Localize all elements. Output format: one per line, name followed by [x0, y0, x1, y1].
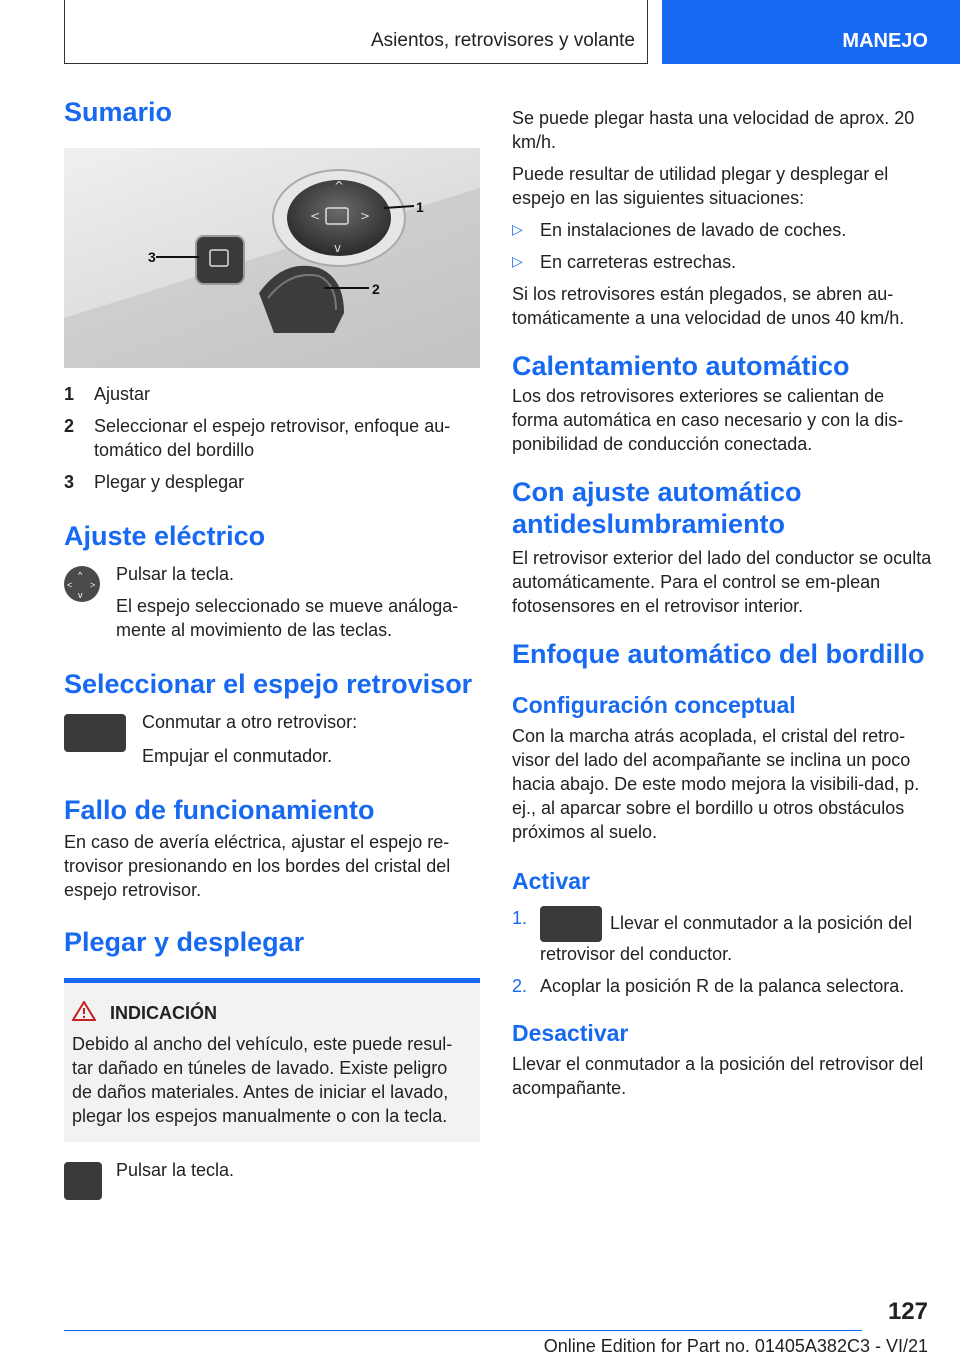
- auto-unfold-note: Si los retrovisores están plegados, se abren au-tomáticamente a una velocidad de unos 40 km/h.: [512, 284, 905, 328]
- seleccionar-heading: Seleccionar el espejo retrovisor: [64, 669, 473, 699]
- ajuste-block: [64, 562, 480, 642]
- antideslumbramiento-heading: Con ajuste automático antideslumbramiento: [512, 477, 802, 539]
- situations-list: [512, 218, 932, 274]
- mirror-selector-switch-icon: [64, 714, 126, 752]
- svg-text:^: ^: [78, 570, 83, 580]
- list-item: [512, 218, 932, 242]
- svg-text:<: <: [310, 209, 321, 223]
- header-chapter-box: [64, 0, 648, 64]
- ajuste-description: El espejo seleccionado se mueve análoga-mente al movimiento de las teclas.: [116, 596, 459, 640]
- warning-text: Debido al ancho del vehículo, este puede resul-tar dañado en túneles de lavado. Existe peligro de daños materiales. Antes de iniciar el lavado, plegar los espejos manualmente o con la tecla.: [72, 1034, 453, 1126]
- edition-note: Online Edition for Part no. 01405A382C3 - VI/21: [543, 1336, 928, 1356]
- callout-1: 1: [416, 199, 424, 215]
- configuracion-text: Con la marcha atrás acoplada, el cristal del retro-visor del lado del acompañante se inclina un poco hacia abajo. De este modo mejora la visibili-dad, p. ej., al aparcar sobre el bordillo u otros obstáculos próximos al suelo.: [512, 726, 920, 842]
- seleccionar-instruction: Conmutar a otro retrovisor:: [142, 712, 358, 732]
- list-item: [512, 906, 932, 966]
- enfoque-heading: Enfoque automático del bordillo: [512, 639, 925, 669]
- antideslumbramiento-text: El retrovisor exterior del lado del conductor se oculta automáticamente. Para el control se em-plean fotosensores en el retrovisor interior.: [512, 548, 932, 616]
- desactivar-heading: Desactivar: [512, 1020, 629, 1046]
- fold-mirror-button-icon: [64, 1162, 102, 1200]
- calentamiento-heading: Calentamiento automático: [512, 351, 850, 381]
- warning-triangle-icon: [72, 1001, 96, 1026]
- legend-number: 2: [64, 416, 75, 436]
- situations-intro: Puede resultar de utilidad plegar y desplegar el espejo en las siguientes situaciones:: [512, 164, 889, 208]
- legend-item: [64, 414, 480, 462]
- seleccionar-action: Empujar el conmutador.: [142, 746, 333, 766]
- footer-divider: [64, 1330, 862, 1331]
- desactivar-text: Llevar el conmutador a la posición del retrovisor del acompañante.: [512, 1054, 924, 1098]
- triangle-bullet-icon: ▷: [512, 253, 523, 269]
- callout-3: 3: [148, 249, 156, 265]
- speed-note: Se puede plegar hasta una velocidad de aprox. 20 km/h.: [512, 108, 915, 152]
- configuracion-heading: Configuración conceptual: [512, 692, 796, 718]
- step-number: 2.: [512, 976, 528, 996]
- list-item: [512, 250, 932, 274]
- right-column: [512, 96, 932, 1100]
- photo-legend: [64, 382, 480, 494]
- step-number: 1.: [512, 908, 528, 928]
- mirror-controls-illustration: [64, 148, 480, 368]
- ajuste-heading: Ajuste eléctrico: [64, 521, 266, 551]
- warning-header: [72, 1001, 472, 1026]
- fallo-text: En caso de avería eléctrica, ajustar el espejo re-trovisor presionando en los bordes del cristal del espejo retrovisor.: [64, 832, 451, 900]
- triangle-bullet-icon: ▷: [512, 221, 523, 237]
- svg-text:v: v: [78, 590, 83, 600]
- seleccionar-block: [64, 710, 480, 768]
- list-item-text: En instalaciones de lavado de coches.: [540, 220, 847, 240]
- legend-item: [64, 470, 480, 494]
- mirror-adjust-knob-icon: [64, 566, 100, 602]
- list-item: [512, 974, 932, 998]
- svg-text:^: ^: [334, 179, 345, 193]
- activar-heading: Activar: [512, 868, 590, 894]
- svg-text:v: v: [334, 241, 342, 255]
- sumario-heading: Sumario: [64, 97, 173, 127]
- svg-text:>: >: [90, 580, 96, 590]
- mirror-selector-switch-icon: [540, 906, 602, 942]
- legend-text: Seleccionar el espejo retrovisor, enfoque au-tomático del bordillo: [94, 416, 451, 460]
- calentamiento-text: Los dos retrovisores exteriores se calientan de forma automática en caso necesario y con la dis-ponibilidad de conducción conectada.: [512, 386, 904, 454]
- plegar-block: [64, 1158, 480, 1182]
- legend-number: 3: [64, 472, 75, 492]
- chapter-title: Asientos, retrovisores y volante: [370, 30, 635, 51]
- svg-text:>: >: [360, 209, 371, 223]
- step-text-content: Llevar el conmutador a la posición del retrovisor del conductor.: [540, 912, 913, 964]
- legend-text: Ajustar: [94, 384, 151, 404]
- list-item-text: En carreteras estrechas.: [540, 252, 737, 272]
- ajuste-instruction: Pulsar la tecla.: [116, 564, 235, 584]
- activar-steps: [512, 906, 932, 998]
- warning-box: [64, 983, 480, 1142]
- warning-label: INDICACIÓN: [110, 1003, 217, 1023]
- plegar-instruction: Pulsar la tecla.: [116, 1160, 235, 1180]
- callout-2: 2: [372, 281, 380, 297]
- section-title: MANEJO: [842, 30, 928, 52]
- legend-item: [64, 382, 480, 406]
- left-column: [64, 96, 480, 1182]
- mirror-controls-photo: [64, 148, 480, 368]
- header-section-tab: [662, 0, 960, 64]
- legend-text: Plegar y desplegar: [94, 472, 245, 492]
- fallo-heading: Fallo de funcionamiento: [64, 795, 375, 825]
- svg-text:<: <: [67, 580, 73, 590]
- step-text: Acoplar la posición R de la palanca selectora.: [540, 976, 905, 996]
- step-text: [540, 906, 932, 966]
- page-number: 127: [887, 1298, 928, 1325]
- legend-number: 1: [64, 384, 75, 404]
- plegar-heading: Plegar y desplegar: [64, 927, 305, 957]
